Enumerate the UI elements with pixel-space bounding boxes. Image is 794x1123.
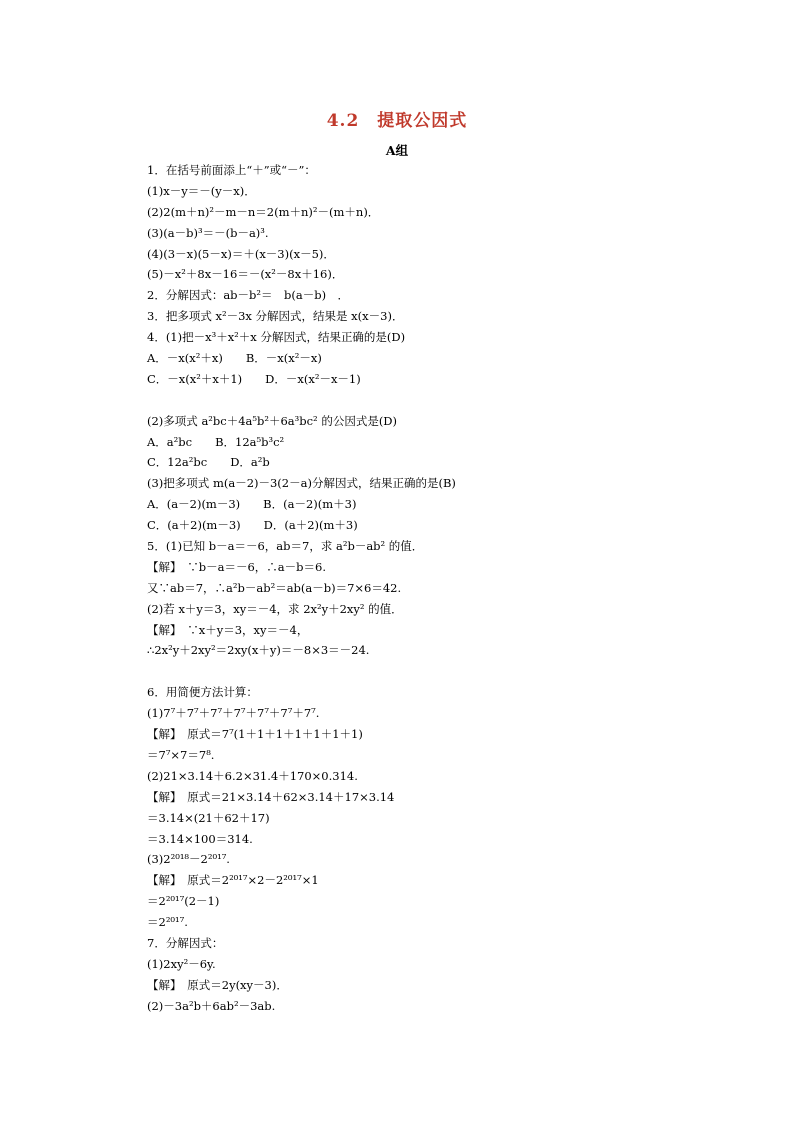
- text-line: (5)－x²＋8x－16＝－(x²－8x＋16)．: [147, 267, 344, 282]
- text-line: 1．在括号前面添上“＋”或“－”：: [147, 163, 316, 177]
- exercise-content: [147, 160, 667, 1017]
- text-line: C．12a²bc D．a²b: [147, 455, 270, 470]
- text-line: A．a²bc B．12a⁵b³c²: [147, 434, 285, 449]
- section-heading: A组: [385, 143, 409, 158]
- text-line: ＝3.14×100＝314.: [147, 831, 253, 846]
- text-line: 3．把多项式 x²－3x 分解因式，结果是 x(x－3)．: [147, 309, 404, 324]
- text-line: 【解】 原式＝2y(xy－3)．: [147, 977, 288, 992]
- text-line: (3)把多项式 m(a－2)－3(2－a)分解因式，结果正确的是(B): [147, 476, 456, 491]
- text-line: ∴2x²y＋2xy²＝2xy(x＋y)＝－8×3＝－24.: [147, 643, 370, 658]
- text-line: 【解】 原式＝2²⁰¹⁷×2－2²⁰¹⁷×1: [147, 873, 319, 888]
- text-line: [147, 390, 667, 411]
- text-line: [147, 661, 667, 682]
- text-line: 7．分解因式：: [147, 935, 224, 950]
- text-line: (2)若 x＋y＝3，xy＝－4，求 2x²y＋2xy² 的值．: [147, 601, 403, 616]
- text-line: 【解】 ∵b－a＝－6，∴a－b＝6.: [147, 559, 326, 574]
- text-line: 5．(1)已知 b－a＝－6，ab＝7，求 a²b－ab² 的值．: [147, 539, 424, 554]
- text-line: ＝2²⁰¹⁷(2－1): [147, 894, 220, 909]
- text-line: 【解】 ∵x＋y＝3，xy＝－4，: [147, 622, 309, 637]
- text-line: (4)(3－x)(5－x)＝＋(x－3)(x－5)．: [147, 246, 335, 261]
- text-line: 又∵ab＝7，∴a²b－ab²＝ab(a－b)＝7×6＝42.: [147, 580, 402, 595]
- text-line: (1)2xy²－6y.: [147, 956, 216, 971]
- text-line: 6．用简便方法计算：: [147, 685, 258, 700]
- text-line: C．(a＋2)(m－3) D．(a＋2)(m＋3): [147, 518, 358, 533]
- text-line: 【解】 原式＝21×3.14＋62×3.14＋17×3.14: [147, 789, 395, 804]
- page-title: 4.2 提取公因式: [326, 111, 468, 131]
- text-line: (2)21×3.14＋6.2×31.4＋170×0.314.: [147, 768, 358, 783]
- text-line: (3)(a－b)³＝－(b－a)³.: [147, 225, 269, 240]
- text-line: 【解】 原式＝7⁷(1＋1＋1＋1＋1＋1＋1): [147, 727, 363, 742]
- text-line: (3)2²⁰¹⁸－2²⁰¹⁷.: [147, 852, 230, 867]
- text-line: ＝3.14×(21＋62＋17): [147, 810, 270, 825]
- text-line: (2)多项式 a²bc＋4a⁵b²＋6a³bc² 的公因式是(D): [147, 413, 398, 428]
- text-line: 4．(1)把－x³＋x²＋x 分解因式，结果正确的是(D): [147, 330, 406, 345]
- text-line: A．－x(x²＋x) B．－x(x²－x): [147, 351, 322, 366]
- text-line: (2)－3a²b＋6ab²－3ab.: [147, 998, 276, 1013]
- text-line: C．－x(x²＋x＋1) D．－x(x²－x－1): [147, 371, 361, 386]
- text-line: (2)2(m＋n)²－m－n＝2(m＋n)²－(m＋n)．: [147, 204, 380, 219]
- text-line: (1)x－y＝－(y－x)．: [147, 183, 256, 198]
- text-line: ＝7⁷×7＝7⁸.: [147, 747, 215, 762]
- text-line: (1)7⁷＋7⁷＋7⁷＋7⁷＋7⁷＋7⁷＋7⁷.: [147, 706, 320, 721]
- text-line: A．(a－2)(m－3) B．(a－2)(m＋3): [147, 497, 357, 512]
- text-line: ＝2²⁰¹⁷.: [147, 915, 188, 930]
- text-line: 2．分解因式：ab－b²＝ b(a－b) ．: [147, 288, 350, 303]
